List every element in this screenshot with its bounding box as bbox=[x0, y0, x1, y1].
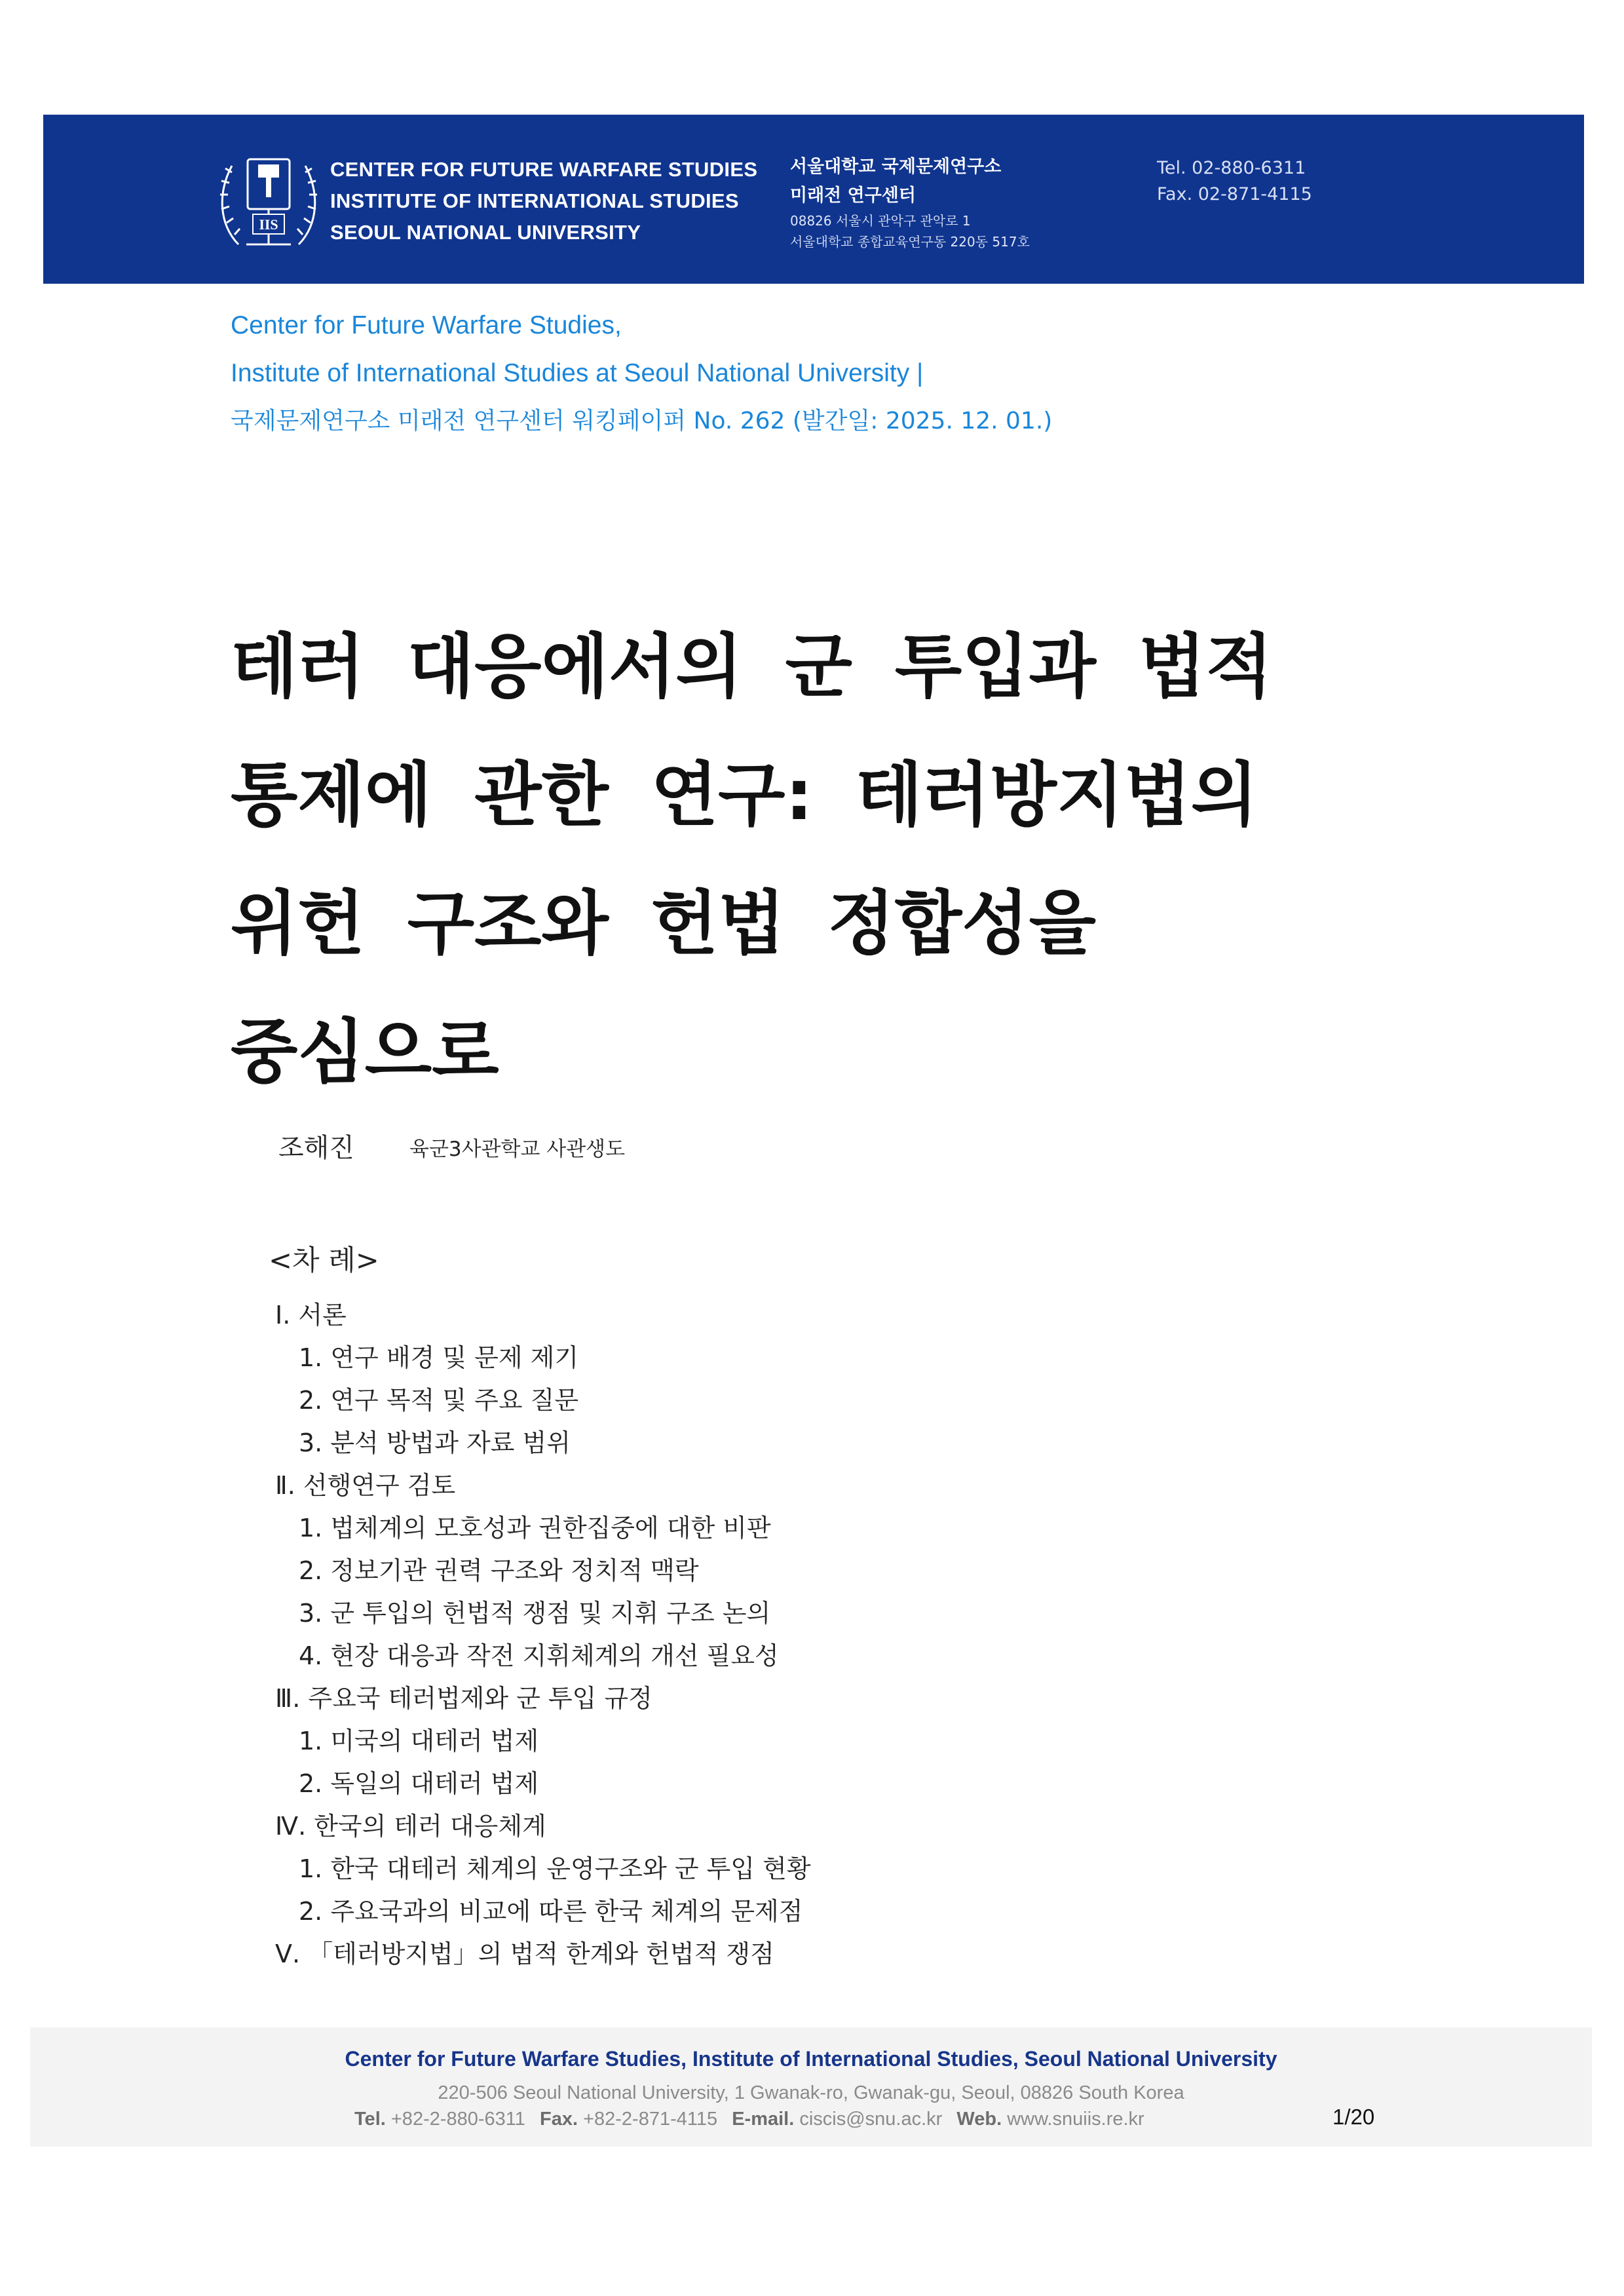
footer-email-link[interactable]: ciscis@snu.ac.kr bbox=[799, 2109, 943, 2130]
toc-section: Ⅰ. 서론 bbox=[275, 1301, 347, 1330]
logo-text: IIS bbox=[259, 216, 278, 233]
footer-institute-name: Center for Future Warfare Studies, Institute of International Studies, Seoul National University bbox=[345, 2047, 1277, 2071]
header-band bbox=[43, 115, 1584, 284]
institute-name-en-line: CENTER FOR FUTURE WARFARE STUDIES bbox=[330, 158, 758, 181]
subhead-line: Center for Future Warfare Studies, bbox=[231, 311, 622, 339]
title-line: 테러 대응에서의 군 투입과 법적 bbox=[231, 626, 1273, 707]
header-fax: Fax. 02-871-4115 bbox=[1157, 184, 1312, 204]
toc-subsection: 3. 분석 방법과 자료 범위 bbox=[299, 1428, 571, 1457]
toc-section: Ⅴ. 「테러방지법」의 법적 한계와 헌법적 쟁점 bbox=[275, 1940, 774, 1968]
toc-subsection: 1. 연구 배경 및 문제 제기 bbox=[299, 1343, 579, 1372]
title-line: 위헌 구조와 헌법 정합성을 bbox=[231, 883, 1097, 964]
footer-address: 220-506 Seoul National University, 1 Gwanak-ro, Gwanak-gu, Seoul, 08826 South Korea bbox=[438, 2082, 1184, 2103]
toc-heading: <차 례> bbox=[269, 1244, 379, 1277]
toc-subsection: 1. 법체계의 모호성과 권한집중에 대한 비판 bbox=[299, 1514, 771, 1542]
footer-web-link[interactable]: www.snuiis.re.kr bbox=[1007, 2109, 1144, 2130]
institute-name-en bbox=[330, 154, 757, 248]
institute-name-kr-line: 서울대학교 국제문제연구소 bbox=[790, 157, 1002, 177]
toc-subsection: 2. 정보기관 권력 구조와 정치적 맥락 bbox=[299, 1556, 699, 1585]
footer-fax: +82-2-871-4115 bbox=[583, 2109, 718, 2130]
footer-tel-label: Tel. bbox=[354, 2109, 386, 2130]
subhead-line: Institute of International Studies at Seoul National University | bbox=[231, 359, 924, 387]
paper-title bbox=[231, 603, 1475, 1117]
footer-email-label: E-mail. bbox=[732, 2109, 795, 2130]
institute-name-en-line: SEOUL NATIONAL UNIVERSITY bbox=[330, 221, 641, 244]
title-line: 중심으로 bbox=[231, 1012, 499, 1092]
institute-address-kr: 08826 서울시 관악구 관악로 1 bbox=[790, 213, 971, 229]
toc-subsection: 3. 군 투입의 헌법적 쟁점 및 지휘 구조 논의 bbox=[299, 1599, 771, 1628]
header-tel: Tel. 02-880-6311 bbox=[1157, 158, 1306, 178]
toc-subsection: 1. 한국 대테러 체계의 운영구조와 군 투입 현황 bbox=[299, 1854, 811, 1883]
footer-tel: +82-2-880-6311 bbox=[390, 2109, 525, 2130]
toc-subsection: 1. 미국의 대테러 법제 bbox=[299, 1727, 539, 1755]
working-paper-info bbox=[231, 301, 1052, 445]
toc-subsection: 4. 현장 대응과 작전 지휘체계의 개선 필요성 bbox=[299, 1641, 779, 1670]
toc-subsection: 2. 연구 목적 및 주요 질문 bbox=[299, 1386, 579, 1415]
institute-logo bbox=[212, 146, 325, 251]
footer-contact bbox=[354, 2109, 1144, 2130]
toc-section: Ⅲ. 주요국 테러법제와 군 투입 규정 bbox=[275, 1684, 652, 1713]
toc-subsection: 2. 주요국과의 비교에 따른 한국 체계의 문제점 bbox=[299, 1897, 803, 1926]
author-affiliation: 육군3사관학교 사관생도 bbox=[409, 1138, 626, 1161]
institute-name-kr bbox=[790, 153, 1030, 252]
toc-subsection: 2. 독일의 대테러 법제 bbox=[299, 1769, 539, 1798]
footer-web-label: Web. bbox=[956, 2109, 1002, 2130]
table-of-contents bbox=[275, 1294, 811, 1976]
institute-name-kr-line: 미래전 연구센터 bbox=[790, 185, 916, 206]
toc-section: Ⅱ. 선행연구 검토 bbox=[275, 1471, 456, 1500]
toc-section: Ⅳ. 한국의 테러 대응체계 bbox=[275, 1812, 546, 1841]
subhead-line: 국제문제연구소 미래전 연구센터 워킹페이퍼 No. 262 (발간일: 2025. 12. 01.) bbox=[231, 408, 1053, 434]
page-footer bbox=[30, 2027, 1592, 2147]
header-contact bbox=[1157, 155, 1312, 208]
page-number: 1/20 bbox=[1332, 2105, 1375, 2129]
footer-fax-label: Fax. bbox=[539, 2109, 578, 2130]
title-line: 통제에 관한 연구: 테러방지법의 bbox=[231, 755, 1258, 835]
institute-name-en-line: INSTITUTE OF INTERNATIONAL STUDIES bbox=[330, 189, 739, 212]
institute-address-kr: 서울대학교 종합교육연구동 220동 517호 bbox=[790, 234, 1030, 250]
author-name: 조해진 bbox=[278, 1133, 354, 1163]
